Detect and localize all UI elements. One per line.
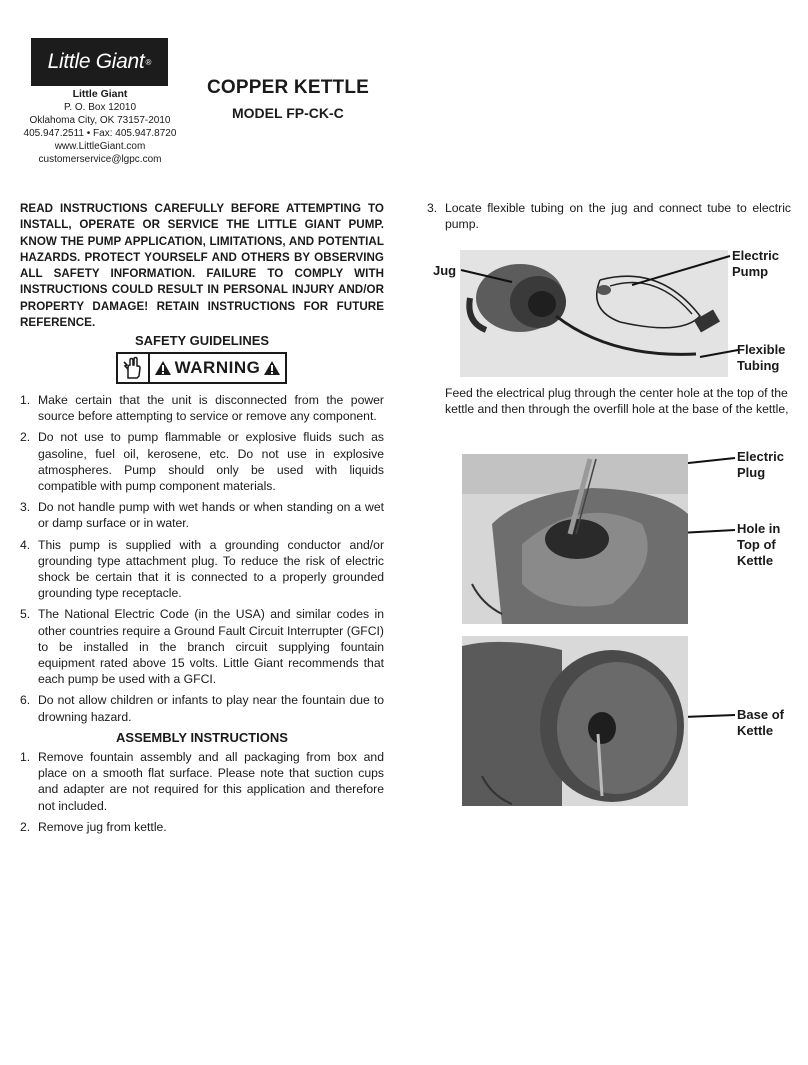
item-text: This pump is supplied with a grounding conductor and/or grounding type attachment plug. To reduce the risk of electric shock be certain that it is connected to a properly grounded grounding type receptacle. bbox=[38, 537, 384, 601]
label-hole-in-top: Hole in Top of Kettle bbox=[737, 521, 781, 568]
feed-instructions: Feed the electrical plug through the center hole at the top of the kettle and then through the overfill hole at the base of the kettle, bbox=[445, 386, 789, 417]
assembly-instructions-heading: ASSEMBLY INSTRUCTIONS bbox=[116, 730, 288, 745]
logo-wordmark: Little Giant bbox=[47, 50, 145, 73]
item-text: Remove jug from kettle. bbox=[38, 819, 167, 834]
warning-label: WARNING bbox=[174, 358, 261, 377]
company-name: Little Giant bbox=[72, 88, 128, 100]
email: customerservice@lgpc.com bbox=[38, 154, 162, 165]
label-electric-pump: Electric Pump bbox=[732, 248, 779, 279]
item-text: Make certain that the unit is disconnected from the power source before attempting to service or remove any component. bbox=[38, 393, 384, 424]
address-line-1: P. O. Box 12010 bbox=[63, 102, 137, 113]
intro-warning-paragraph: READ INSTRUCTIONS CAREFULLY BEFORE ATTEMPTING TO INSTALL, OPERATE OR SERVICE THE LITTLE GIANT PUMP. KNOW THE PUMP APPLICATION, LIMITATIONS, AND POTENTIAL HAZARDS. PROTECT YOURSELF AND OTHERS BY OBSERVING ALL SAFETY INFORMATION. FAILURE TO COMPLY WITH INSTRUCTIONS COULD RESULT IN PERSONAL INJURY AND/OR PROPERTY DAMAGE! RETAIN INSTRUCTIONS FOR FUTURE REFERENCE. bbox=[20, 202, 384, 330]
model-number: MODEL FP-CK-C bbox=[232, 105, 344, 121]
item-text: Remove fountain assembly and all packaging from box and place on a smooth flat surface. Please note that suction cups and adapter are not required for this application and therefore not included. bbox=[38, 750, 384, 813]
item-number: 1. bbox=[20, 393, 31, 407]
address-line-2: Oklahoma City, OK 73157-2010 bbox=[29, 115, 171, 126]
label-base-of-kettle: Base of Kettle bbox=[737, 707, 784, 738]
safety-guidelines-heading: SAFETY GUIDELINES bbox=[134, 333, 270, 348]
item-number: 2. bbox=[20, 430, 31, 445]
item-number: 5. bbox=[20, 607, 31, 622]
website: www.LittleGiant.com bbox=[54, 141, 146, 152]
label-electric-plug: Electric Plug bbox=[737, 449, 784, 480]
item-text: The National Electric Code (in the USA) and similar codes in other countries require a Ground Fault Circuit Interrupter (GFCI) to be installed in the branch circuit supplying fountain equipment rated above 15 volts. Little Giant recommends that each pump be used with a GFCI. bbox=[38, 607, 384, 687]
item-number: 3. bbox=[427, 201, 438, 215]
document-title: COPPER KETTLE bbox=[207, 77, 370, 98]
item-text: Locate flexible tubing on the jug and connect tube to electric pump. bbox=[445, 201, 791, 232]
item-text: Do not handle pump with wet hands or when standing on a wet or damp surface or in water. bbox=[38, 500, 384, 531]
item-text: Do not use to pump flammable or explosive fluids such as gasoline, fuel oil, kerosene, etc. Do not use in explosive atmospheres. Pump should only be used with liquids compatible with pump component materials. bbox=[38, 430, 384, 494]
label-flexible-tubing: Flexible Tubing bbox=[737, 342, 786, 373]
kettle-base-photo bbox=[462, 636, 688, 806]
kettle-top-photo bbox=[462, 454, 688, 624]
item-number: 2. bbox=[20, 819, 31, 834]
item-number: 4. bbox=[20, 537, 31, 552]
item-number: 6. bbox=[20, 693, 31, 708]
label-jug: Jug bbox=[433, 263, 457, 278]
item-number: 1. bbox=[20, 750, 31, 764]
item-text: Do not allow children or infants to play near the fountain due to drowning hazard. bbox=[38, 693, 384, 724]
registered-mark: ® bbox=[145, 57, 152, 67]
item-number: 3. bbox=[20, 500, 31, 515]
phone-fax: 405.947.2511 • Fax: 405.947.8720 bbox=[23, 128, 177, 139]
